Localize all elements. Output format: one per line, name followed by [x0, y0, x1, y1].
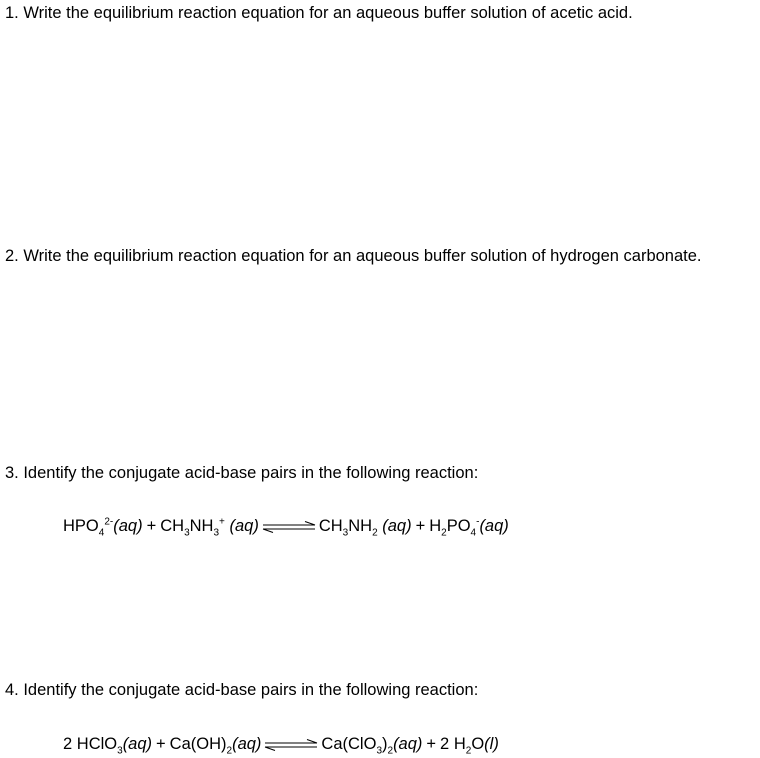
- equilibrium-arrow-icon: [261, 521, 317, 533]
- ch3nh3-species: $CH_3NH_3^+$ (aq): [160, 516, 259, 539]
- question-3: 3. Identify the conjugate acid-base pairs in the following reaction:: [5, 464, 479, 482]
- caclo32-species: $Ca(ClO_3)_2(aq)$: [321, 735, 423, 757]
- reaction-equation-3: [63, 516, 509, 539]
- reaction-equation-4: [63, 735, 499, 757]
- question-1: 1. Write the equilibrium reaction equation for an aqueous buffer solution of acetic acid.: [5, 4, 633, 22]
- plus-sign: +: [156, 735, 166, 753]
- equilibrium-arrow-icon: [263, 739, 319, 751]
- plus-sign: +: [415, 517, 426, 535]
- hpo4-species: $HPO_4^{2-}(aq)$: [63, 516, 143, 539]
- h2po4-species: $H_2PO_4^-(aq)$: [429, 516, 509, 539]
- plus-sign: +: [426, 735, 437, 753]
- plus-sign: +: [146, 517, 157, 535]
- ch3nh2-species: $CH_3NH_2$ (aq): [318, 517, 412, 539]
- hclo3-species: 2 HClO$_3$(aq): [63, 735, 153, 757]
- question-4: 4. Identify the conjugate acid-base pairs in the following reaction:: [5, 681, 479, 699]
- caoh2-species: $Ca(OH)_2(aq)$: [169, 735, 262, 757]
- question-2: 2. Write the equilibrium reaction equation for an aqueous buffer solution of hydrogen carbonate.: [5, 247, 702, 265]
- h2o-species: 2 $H_2O(l)$: [440, 735, 499, 757]
